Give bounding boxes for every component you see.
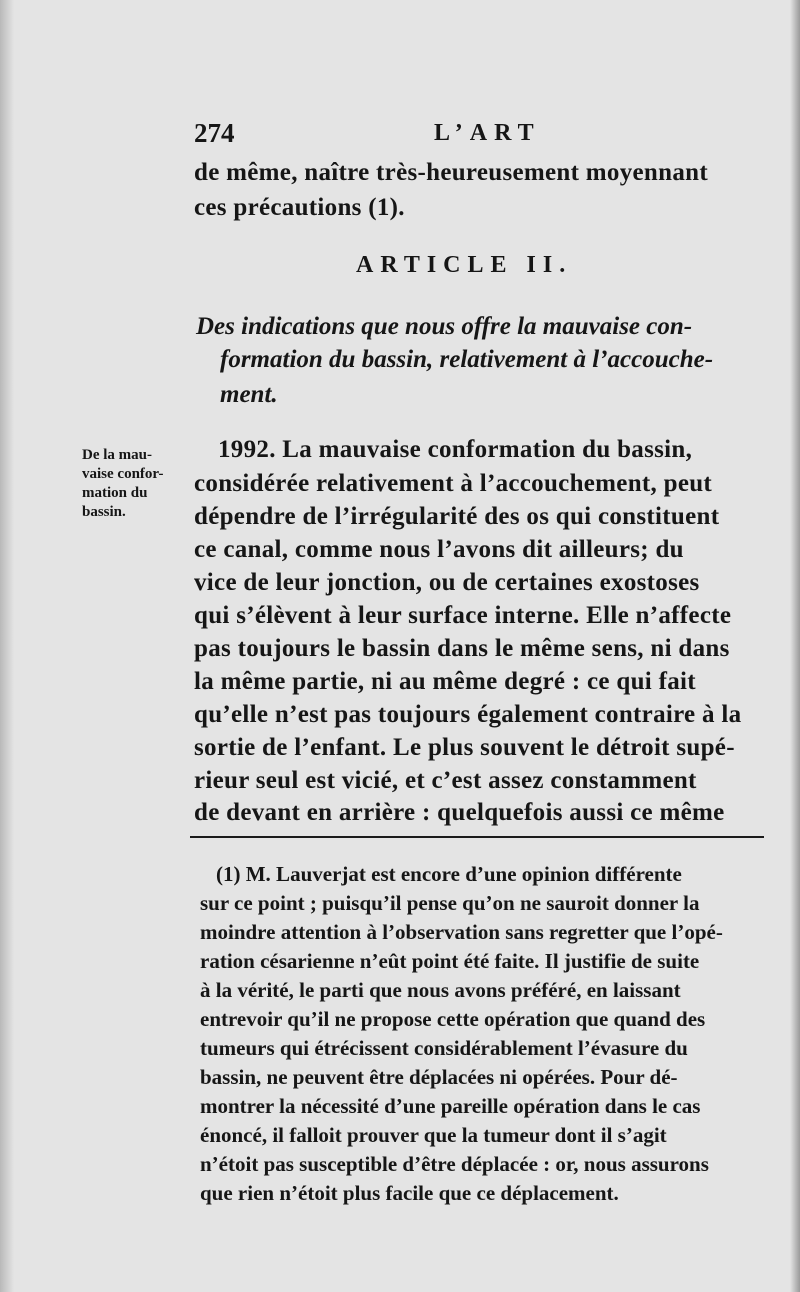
paragraph-line: sortie de l’enfant. Le plus souvent le détroit supé- [194,734,735,761]
footnote-line: sur ce point ; puisqu’il pense qu’on ne sauroit donner la [200,891,700,915]
article-heading: ARTICLE II. [356,252,573,278]
running-head [194,118,554,152]
paragraph-line: vice de leur jonction, ou de certaines exostoses [194,569,700,596]
paragraph-line: de devant en arrière : quelquefois aussi ce même [194,799,725,826]
article-subtitle-line: formation du bassin, relativement à l’accouche- [220,346,714,373]
paragraph-line: qui s’élèvent à leur surface interne. Elle n’affecte [194,602,732,629]
continuation-line: ces précautions (1). [194,194,405,221]
page-edge-shadow [790,0,800,1292]
footnote-line: à la vérité, le parti que nous avons préféré, en laissant [200,978,681,1002]
paragraph-line: considérée relativement à l’accouchement, peut [194,470,713,497]
footnote-line: moindre attention à l’observation sans regretter que l’opé- [200,920,723,944]
footnote-line: ration césarienne n’eût point été faite. Il justifie de suite [200,949,700,973]
paragraph-line: rieur seul est vicié, et c’est assez constamment [194,767,697,794]
footnote-line: que rien n’étoit plus facile que ce déplacement. [200,1181,619,1205]
gutter-shadow [0,0,14,1292]
paragraph-line: ce canal, comme nous l’avons dit ailleurs; du [194,536,684,563]
paragraph-line: dépendre de l’irrégularité des os qui constituent [194,503,720,530]
footnote-line: (1) M. Lauverjat est encore d’une opinion différente [216,862,682,886]
footnote-line: bassin, ne peuvent être déplacées ni opérées. Pour dé- [200,1065,678,1089]
footnote-line: tumeurs qui étrécissent considérablement l’évasure du [200,1036,688,1060]
footnote-line: énoncé, il falloit prouver que la tumeur dont il s’agit [200,1123,667,1147]
paragraph-line: 1992. La mauvaise conformation du bassin, [218,436,693,463]
page-number: 274 [194,118,235,148]
footnote-rule [190,836,764,838]
paragraph-line: la même partie, ni au même degré : ce qui fait [194,668,696,695]
footnote-line: montrer la nécessité d’une pareille opération dans le cas [200,1094,701,1118]
margin-note-line: mation du [82,485,148,501]
paragraph-line: qu’elle n’est pas toujours également contraire à la [194,701,742,728]
paragraph-line: pas toujours le bassin dans le même sens, ni dans [194,635,730,662]
margin-note-line: De la mau- [82,447,152,463]
footnote-line: entrevoir qu’il ne propose cette opération que quand des [200,1007,706,1031]
margin-note-line: vaise confor- [82,466,164,482]
article-subtitle-line: ment. [220,381,278,408]
running-title: L’ART [434,120,541,146]
margin-note-line: bassin. [82,504,126,520]
footnote-line: n’étoit pas susceptible d’être déplacée : or, nous assurons [200,1152,709,1176]
article-subtitle-line: Des indications que nous offre la mauvaise con- [196,313,693,340]
continuation-line: de même, naître très-heureusement moyennant [194,159,708,186]
